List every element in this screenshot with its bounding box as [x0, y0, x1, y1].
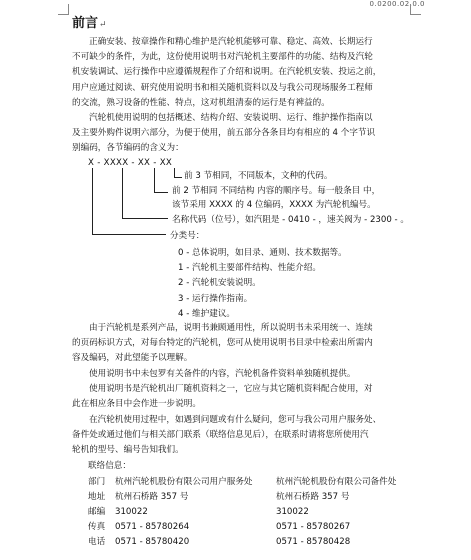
contact-value: 杭州石桥路 357 号 — [115, 492, 189, 502]
connector-line — [122, 218, 168, 219]
tree-label: 分类号： — [170, 231, 205, 241]
contact-value: 0571 - 85780428 — [276, 537, 351, 547]
text-line: 不可缺少的条件，为此，这份使用说明书对汽轮机主要部件的功能、结构及汽轮 — [72, 52, 373, 63]
text-line: 此在相应条目中会作进一步说明。 — [72, 399, 201, 410]
text-line: 轮机的型号、编号告知我们。 — [72, 445, 184, 456]
text-line: 使用说明书中未包罗有关备件的内容，汽轮机备件资料单独随机提供。 — [89, 369, 356, 379]
contact-label: 邮编 — [88, 507, 106, 517]
text-line: 用户应通过阅读、研究使用说明书和相关随机资料以及与我公司现场服务工程师 — [72, 82, 373, 93]
connector-line — [174, 168, 175, 177]
contact-us-paragraph — [72, 413, 414, 459]
connector-line — [122, 168, 123, 218]
page-numbering-paragraph — [72, 321, 414, 367]
contact-value: 0571 - 85780420 — [115, 537, 190, 547]
contact-info — [88, 459, 418, 559]
text-line: 使用说明书是汽轮机出厂随机资料之一，它应与其它随机资料配合使用，对 — [89, 384, 373, 394]
tree-label: 该节采用 XXXX 的 4 位编码，XXXX 为汽轮机编号。 — [172, 200, 376, 210]
paragraph-mark-icon: ↵ — [99, 20, 107, 30]
contact-heading: 联络信息： — [88, 461, 131, 471]
contact-value: 杭州汽轮机股份有限公司用户服务处 — [115, 477, 253, 487]
text-line: 机安装调试、运行操作中应遵循规程作了介绍和说明。在汽轮机安装、投运之前， — [72, 67, 382, 78]
contact-label: 地址 — [88, 492, 106, 502]
accompanying-docs-paragraph — [72, 382, 414, 412]
contact-value: 0571 - 85780267 — [276, 522, 351, 532]
list-item: 3 - 运行操作指南。 — [178, 293, 253, 304]
contact-value: 杭州汽轮机股份有限公司备件处 — [276, 477, 397, 487]
connector-line — [174, 177, 182, 178]
contact-value: 310022 — [276, 507, 309, 517]
tree-label: 前 2 节相同 不同结构 内容的顺序号。每一般条目 中， — [172, 186, 381, 196]
contact-label: 电话 — [88, 537, 106, 547]
list-item: 0 - 总体说明，如目录、通则、技术数据等。 — [178, 248, 347, 258]
text-line: 容及编码，对此望能予以理解。 — [72, 353, 193, 364]
text-line: 汽轮机使用说明的包括概述、结构介绍、安装说明、运行、维护操作指南以 — [89, 113, 373, 123]
contact-value: 杭州石桥路 357 号 — [276, 492, 350, 502]
text-line: 由于汽轮机是系列产品，说明书兼顾通用性，所以说明书未采用统一、连续 — [89, 323, 373, 333]
connector-line — [154, 192, 168, 193]
contact-label: 部门 — [88, 477, 106, 487]
contact-value: 0571 - 85780264 — [115, 522, 190, 532]
margin-corner-mark-left — [58, 4, 69, 15]
spare-parts-paragraph — [72, 367, 414, 382]
code-format: X - XXXX - XX - XX — [88, 158, 173, 168]
tree-label: 名称代码（位号），如汽阻是 - 0410 - ，速关阀为 - 2300 - 。 — [172, 215, 409, 225]
list-item: 2 - 汽轮机安装说明。 — [178, 278, 261, 289]
text-line: 及主要外购件说明六部分，为便于使用，前五部分各条目均有相应的 4 个字节识 — [72, 128, 376, 139]
text-line: 正确安装、按章操作和精心维护是汽轮机能够可靠、稳定、高效、长期运行 — [89, 37, 373, 47]
list-item: 4 - 维护建议。 — [178, 308, 236, 319]
page-title: 前言↵ — [72, 16, 107, 31]
coding-paragraph — [72, 111, 414, 157]
text-line: 的交流，熟习设备的性能、特点，这对机组清泰的运行是有裨益的。 — [72, 97, 330, 108]
code-explanation-diagram — [88, 168, 418, 246]
list-item: 1 - 汽轮机主要部件结构、性能介绍。 — [178, 263, 321, 274]
tree-label: 前 3 节相同，不同版本，文种的代码。 — [184, 171, 333, 181]
connector-line — [92, 234, 166, 235]
text-line: 的页码标识方式，对每台特定的汽轮机，您可从使用说明书目录中检索出所需内 — [72, 338, 373, 349]
text-line: 在汽轮机使用过程中，如遇到问题或有什么疑问，您可与我公司用户服务处、 — [89, 415, 382, 425]
contact-value: 310022 — [115, 507, 148, 517]
contact-label: 传真 — [88, 522, 106, 532]
page-header-code: 0.0200.02.0.0 — [369, 0, 425, 8]
category-list — [178, 246, 418, 322]
connector-line — [154, 168, 155, 192]
text-line: 别编码，各节编码的含义为： — [72, 143, 184, 154]
connector-line — [92, 168, 93, 234]
margin-corner-mark-right — [410, 4, 421, 15]
intro-paragraph — [72, 35, 414, 111]
text-line: 备件处或通过他们与相关部门联系（联络信息见后），在联系时请将您所使用汽 — [72, 430, 369, 441]
